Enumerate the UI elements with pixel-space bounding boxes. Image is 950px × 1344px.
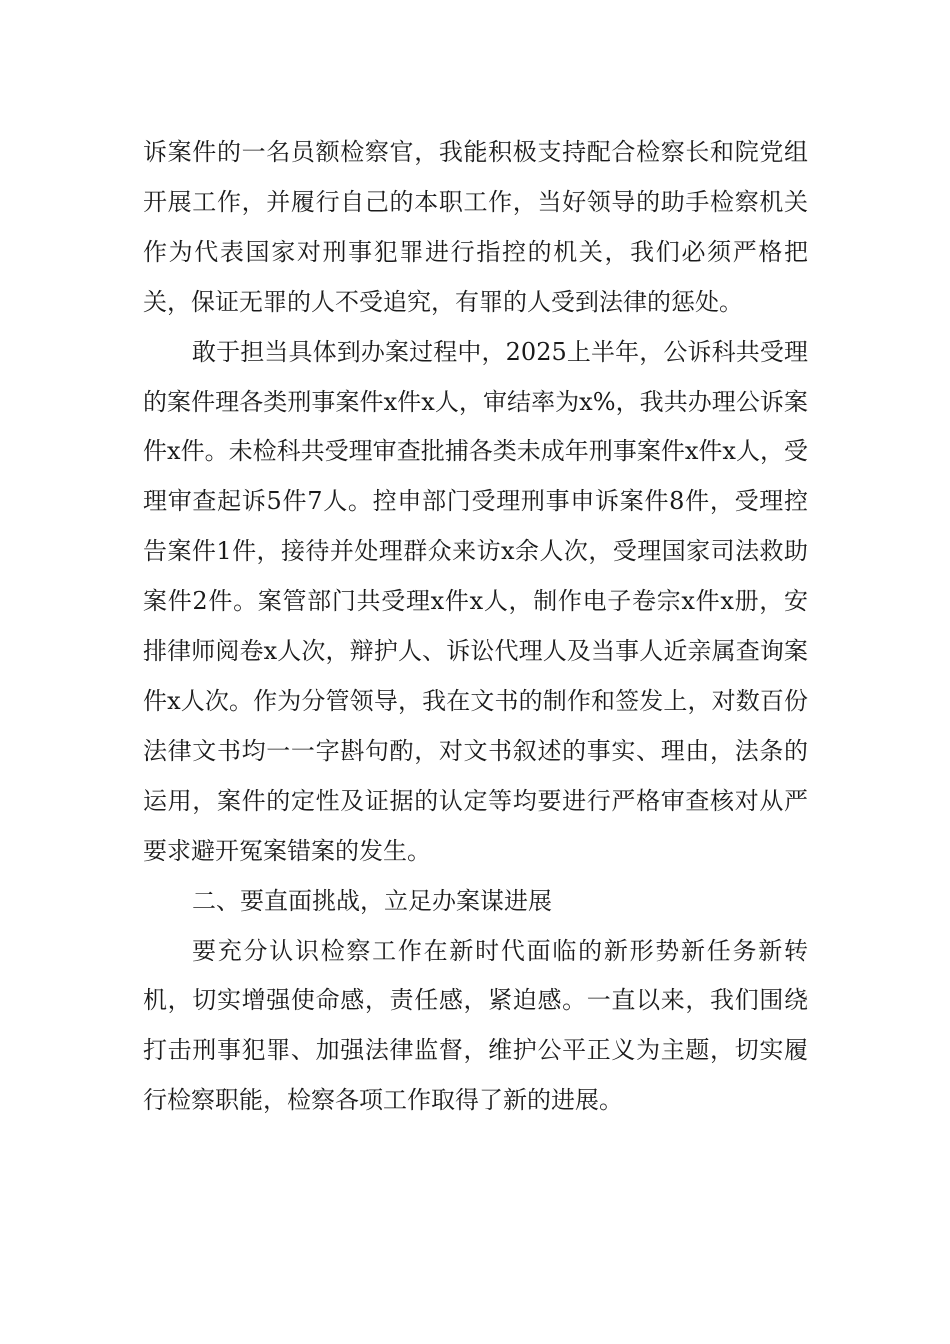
paragraph-new-situation: 要充分认识检察工作在新时代面临的新形势新任务新转机，切实增强使命感，责任感，紧迫感。一直以来，我们围绕打击刑事犯罪、加强法律监督，维护公平正义为主题，切实履行检察职能，检察各项工作取得了新的进展。 bbox=[143, 936, 808, 1115]
document-body bbox=[143, 128, 808, 1126]
paragraph-case-statistics: 敢于担当具体到办案过程中，2025上半年，公诉科共受理的案件理各类刑事案件x件x人，审结率为x%，我共办理公诉案件x件。未检科共受理审查批捕各类未成年刑事案件x件x人，受理审查起诉5件7人。控申部门受理刑事申诉案件8件，受理控告案件1件，接待并处理群众来访x余人次，受理国家司法救助案件2件。案管部门共受理x件x人，制作电子卷宗x件x册，安排律师阅卷x人次，辩护人、诉讼代理人及当事人近亲属查询案件x人次。作为分管领导，我在文书的制作和签发上，对数百份法律文书均一一字斟句酌，对文书叙述的事实、理由，法条的运用，案件的定性及证据的认定等均要进行严格审查核对从严要求避开冤案错案的发生。 bbox=[143, 337, 808, 865]
section-heading: 二、要直面挑战，立足办案谋进展 bbox=[192, 886, 552, 915]
paragraph-continuation: 诉案件的一名员额检察官，我能积极支持配合检察长和院党组开展工作，并履行自己的本职工作，当好领导的助手检察机关作为代表国家对刑事犯罪进行指控的机关，我们必须严格把关，保证无罪的人不受追究，有罪的人受到法律的惩处。 bbox=[143, 138, 808, 316]
